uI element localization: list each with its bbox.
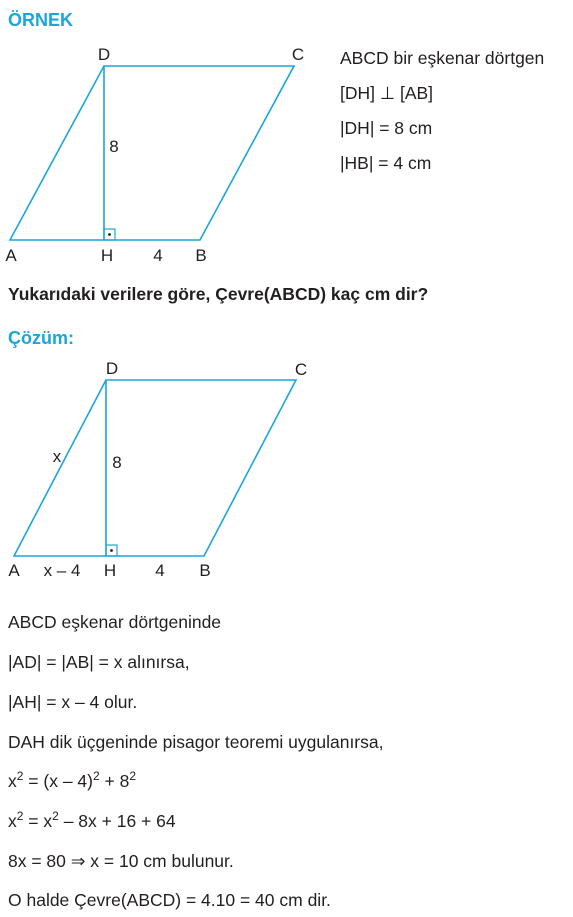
height-label: 8	[112, 453, 122, 472]
eq5-part-c: + 8	[99, 771, 130, 791]
solution-line-5	[8, 771, 136, 792]
eq5-part-b: = (x – 4)	[23, 771, 93, 791]
side-label-x: x	[52, 447, 62, 466]
eq5-exp-2: 2	[92, 769, 100, 783]
height-label: 8	[109, 137, 119, 156]
eq5-part-a: x	[8, 771, 17, 791]
eq6-part-c: – 8x + 16 + 64	[58, 811, 176, 831]
vertex-label-b: B	[195, 246, 207, 265]
segment-label-hb: 4	[155, 561, 165, 580]
solution-line-1: ABCD eşkenar dörtgeninde	[8, 612, 222, 632]
example-heading: ÖRNEK	[8, 10, 74, 30]
question-text: Yukarıdaki verilere göre, Çevre(ABCD) kaç cm dir?	[8, 284, 429, 304]
vertex-label-h: H	[100, 246, 114, 265]
right-angle-dot	[110, 549, 113, 552]
eq6-part-b: = x	[23, 811, 53, 831]
segment-label-ah: x – 4	[43, 561, 81, 580]
vertex-label-c: C	[291, 45, 305, 64]
rhombus-abcd	[10, 66, 294, 240]
eq6-exp-1: 2	[16, 809, 24, 823]
eq6-part-a: x	[8, 811, 17, 831]
solution-line-8: O halde Çevre(ABCD) = 4.10 = 40 cm dir.	[8, 890, 331, 910]
solution-rhombus-figure	[0, 350, 330, 590]
vertex-label-b: B	[199, 561, 211, 580]
segment-label-hb: 4	[153, 246, 163, 265]
vertex-label-d: D	[97, 45, 111, 64]
right-angle-dot	[108, 233, 111, 236]
given-2: [DH] ⊥ [AB]	[340, 83, 434, 103]
solution-line-2: |AD| = |AB| = x alınırsa,	[8, 652, 190, 672]
given-3: |DH| = 8 cm	[340, 118, 433, 138]
example-rhombus-figure	[0, 0, 330, 270]
vertex-label-c: C	[294, 360, 308, 379]
solution-line-3: |AH| = x – 4 olur.	[8, 692, 138, 712]
vertex-label-h: H	[103, 561, 117, 580]
solution-line-4: DAH dik üçgeninde pisagor teoremi uygulanırsa,	[8, 732, 384, 752]
solution-line-7: 8x = 80 ⇒ x = 10 cm bulunur.	[8, 851, 234, 871]
vertex-label-a: A	[8, 561, 20, 580]
given-1: ABCD bir eşkenar dörtgen	[340, 48, 545, 68]
eq6-exp-2: 2	[52, 809, 59, 823]
rhombus-abcd	[14, 380, 296, 556]
eq5-exp-1: 2	[16, 769, 24, 783]
vertex-label-d: D	[105, 359, 119, 378]
solution-line-6	[8, 811, 176, 832]
solution-heading: Çözüm:	[8, 328, 74, 348]
eq5-exp-3: 2	[129, 769, 137, 783]
given-4: |HB| = 4 cm	[340, 153, 432, 173]
vertex-label-a: A	[5, 246, 17, 265]
